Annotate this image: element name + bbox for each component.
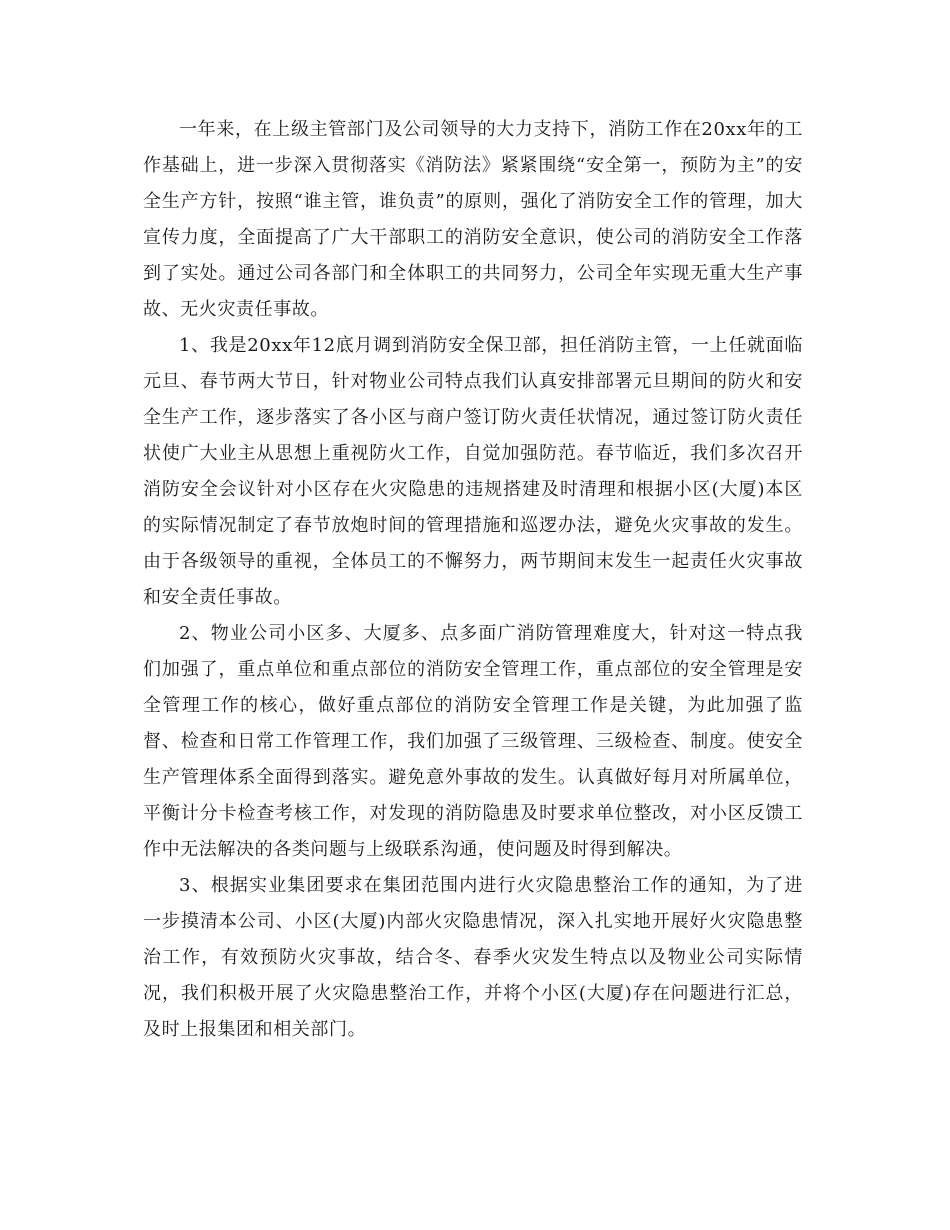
- paragraph-item-3: 3、根据实业集团要求在集团范围内进行火灾隐患整治工作的通知，为了进一步摸清本公司、小区(大厦)内部火灾隐患情况，深入扎实地开展好火灾隐患整治工作，有效预防火灾事故，结合冬、春季火灾发生特点以及物业公司实际情况，我们积极开展了火灾隐患整治工作，并将个小区(大厦)存在问题进行汇总，及时上报集团和相关部门。: [143, 875, 803, 1040]
- paragraph-item-2: 2、物业公司小区多、大厦多、点多面广消防管理难度大，针对这一特点我们加强了，重点单位和重点部位的消防安全管理工作，重点部位的安全管理是安全管理工作的核心，做好重点部位的消防安全管理工作是关键，为此加强了监督、检查和日常工作管理工作，我们加强了三级管理、三级检查、制度。使安全生产管理体系全面得到落实。避免意外事故的发生。认真做好每月对所属单位，平衡计分卡检查考核工作，对发现的消防隐患及时要求单位整改，对小区反馈工作中无法解决的各类问题与上级联系沟通，使问题及时得到解决。: [143, 623, 803, 860]
- document-body: [143, 112, 803, 1048]
- paragraph-intro: 一年来，在上级主管部门及公司领导的大力支持下，消防工作在20xx年的工作基础上，进一步深入贯彻落实《消防法》紧紧围绕“安全第一，预防为主”的安全生产方针，按照“谁主管，谁负责”的原则，强化了消防安全工作的管理，加大宣传力度，全面提高了广大干部职工的消防安全意识，使公司的消防安全工作落到了实处。通过公司各部门和全体职工的共同努力，公司全年实现无重大生产事故、无火灾责任事故。: [143, 119, 803, 320]
- paragraph-item-1: 1、我是20xx年12底月调到消防安全保卫部，担任消防主管，一上任就面临元旦、春节两大节日，针对物业公司特点我们认真安排部署元旦期间的防火和安全生产工作，逐步落实了各小区与商户签订防火责任状情况，通过签订防火责任状使广大业主从思想上重视防火工作，自觉加强防范。春节临近，我们多次召开消防安全会议针对小区存在火灾隐患的违规搭建及时清理和根据小区(大厦)本区的实际情况制定了春节放炮时间的管理措施和巡逻办法，避免火灾事故的发生。由于各级领导的重视，全体员工的不懈努力，两节期间末发生一起责任火灾事故和安全责任事故。: [143, 335, 803, 608]
